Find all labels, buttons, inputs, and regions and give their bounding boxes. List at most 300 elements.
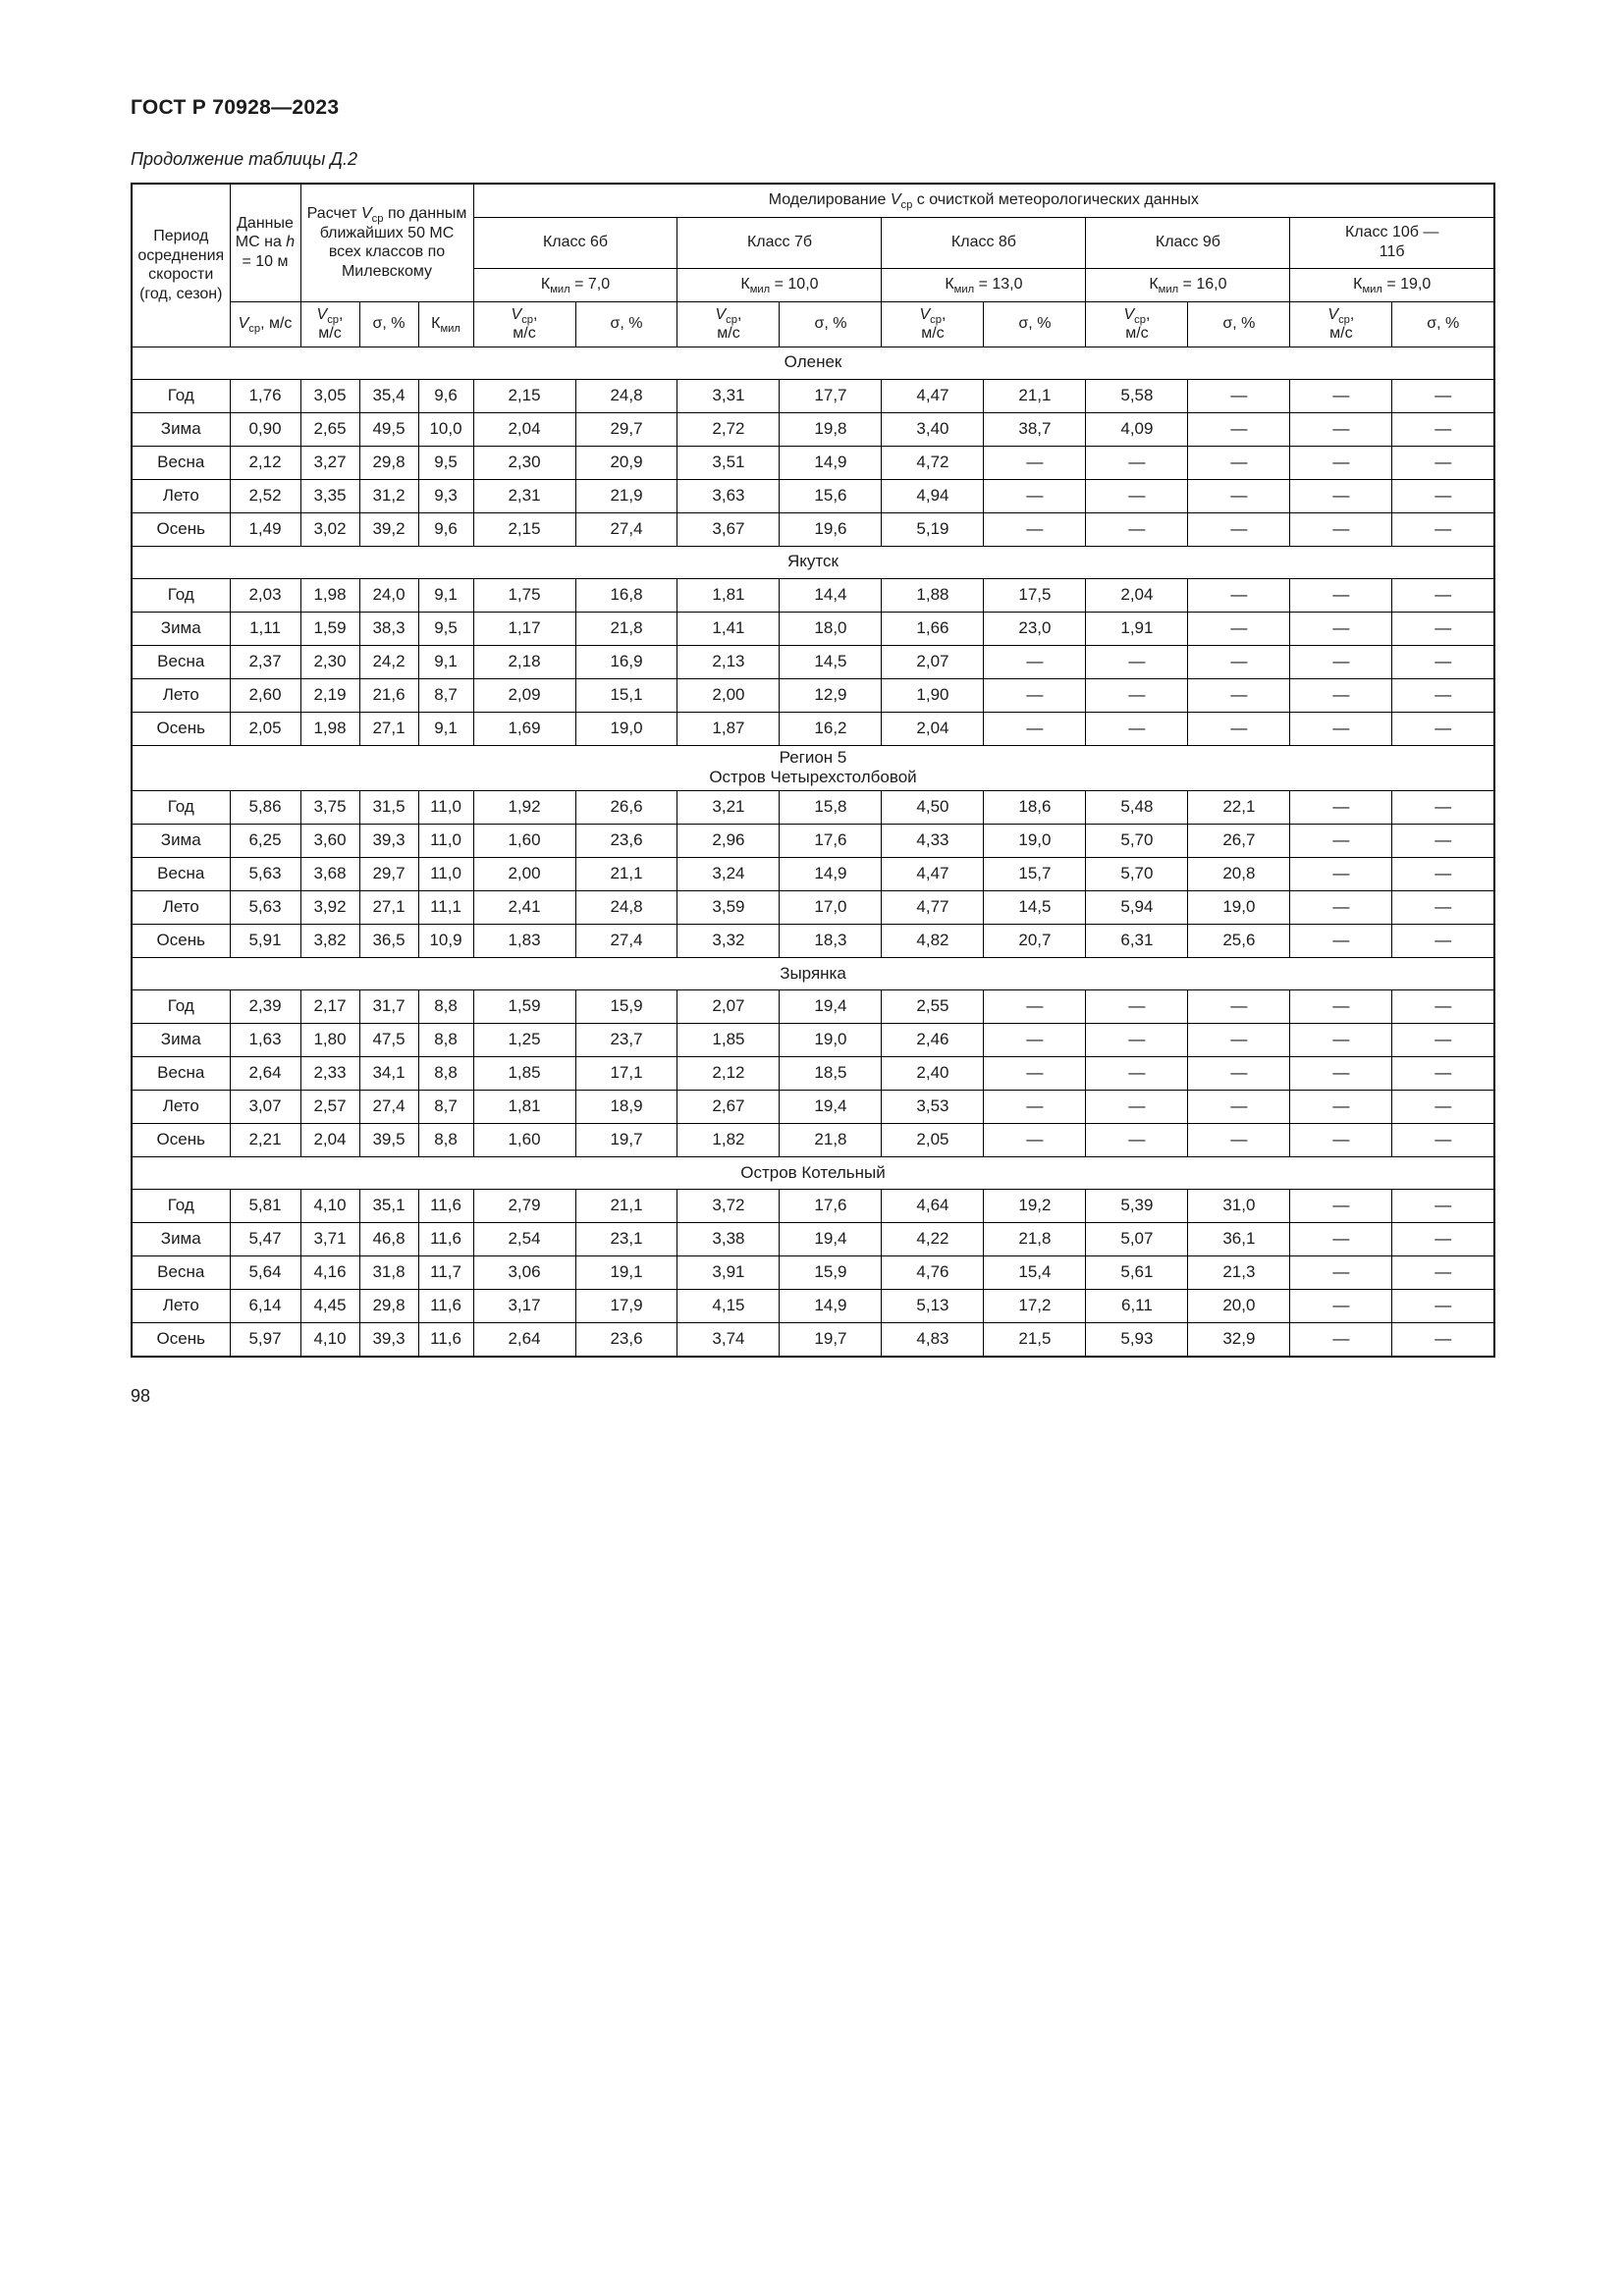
value-cell: 27,1 — [359, 891, 418, 925]
value-cell: 4,10 — [300, 1323, 359, 1357]
value-cell: 2,39 — [230, 990, 300, 1024]
period-cell: Год — [132, 578, 230, 612]
value-cell: 17,6 — [780, 1190, 882, 1223]
table-d2-wrap — [131, 183, 1495, 1358]
value-cell: 39,3 — [359, 825, 418, 858]
value-cell: 17,7 — [780, 379, 882, 412]
period-cell: Лето — [132, 1091, 230, 1124]
col-header-unit: $V_{ср}$, м/с — [230, 301, 300, 347]
value-cell: 1,88 — [882, 578, 984, 612]
period-cell: Зима — [132, 1024, 230, 1057]
value-cell: 18,5 — [780, 1057, 882, 1091]
value-cell: 39,2 — [359, 512, 418, 546]
value-cell: 19,7 — [575, 1124, 677, 1157]
period-cell: Зима — [132, 612, 230, 645]
value-cell: 2,07 — [882, 645, 984, 678]
table-row — [132, 1190, 1494, 1223]
value-cell: 46,8 — [359, 1223, 418, 1256]
section-title: Оленек — [132, 347, 1494, 379]
value-cell: 1,63 — [230, 1024, 300, 1057]
value-cell: 19,8 — [780, 412, 882, 446]
value-cell: 23,1 — [575, 1223, 677, 1256]
value-cell: 20,0 — [1188, 1290, 1290, 1323]
value-cell: 18,0 — [780, 612, 882, 645]
value-cell: 2,09 — [473, 678, 575, 712]
value-cell: 2,12 — [677, 1057, 780, 1091]
value-cell: — — [1392, 1290, 1494, 1323]
value-cell: 32,9 — [1188, 1323, 1290, 1357]
period-cell: Лето — [132, 678, 230, 712]
value-cell: 11,0 — [418, 791, 473, 825]
value-cell: — — [984, 1124, 1086, 1157]
value-cell: 4,47 — [882, 379, 984, 412]
value-cell: 25,6 — [1188, 925, 1290, 958]
value-cell: 9,1 — [418, 578, 473, 612]
value-cell: 3,31 — [677, 379, 780, 412]
value-cell: — — [1188, 712, 1290, 745]
value-cell: 4,64 — [882, 1190, 984, 1223]
value-cell: 27,4 — [575, 512, 677, 546]
value-cell: 2,00 — [473, 858, 575, 891]
period-cell: Год — [132, 791, 230, 825]
col-header-kmil-value: $К_{мил} = 10,0$ — [677, 268, 882, 301]
value-cell: 20,8 — [1188, 858, 1290, 891]
value-cell: 1,17 — [473, 612, 575, 645]
value-cell: 3,05 — [300, 379, 359, 412]
value-cell: 11,6 — [418, 1190, 473, 1223]
value-cell: — — [1188, 1024, 1290, 1057]
value-cell: 27,4 — [359, 1091, 418, 1124]
value-cell: 15,4 — [984, 1256, 1086, 1290]
col-header-unit: $V_{ср}$, м/с — [473, 301, 575, 347]
value-cell: 5,58 — [1086, 379, 1188, 412]
value-cell: — — [1290, 825, 1392, 858]
value-cell: 3,91 — [677, 1256, 780, 1290]
value-cell: 1,59 — [473, 990, 575, 1024]
table-row — [132, 858, 1494, 891]
value-cell: — — [1290, 645, 1392, 678]
value-cell: 9,6 — [418, 512, 473, 546]
value-cell: 1,59 — [300, 612, 359, 645]
value-cell: — — [1392, 858, 1494, 891]
value-cell: — — [1290, 379, 1392, 412]
value-cell: 1,98 — [300, 712, 359, 745]
value-cell: 36,5 — [359, 925, 418, 958]
value-cell: 5,94 — [1086, 891, 1188, 925]
value-cell: 38,7 — [984, 412, 1086, 446]
value-cell: 8,8 — [418, 1124, 473, 1157]
value-cell: — — [1290, 1091, 1392, 1124]
value-cell: 31,5 — [359, 791, 418, 825]
value-cell: 2,19 — [300, 678, 359, 712]
section-title-row — [132, 347, 1494, 379]
value-cell: 5,86 — [230, 791, 300, 825]
value-cell: — — [1188, 990, 1290, 1024]
value-cell: 1,75 — [473, 578, 575, 612]
value-cell: 6,31 — [1086, 925, 1188, 958]
value-cell: 11,7 — [418, 1256, 473, 1290]
value-cell: — — [1392, 791, 1494, 825]
value-cell: 6,14 — [230, 1290, 300, 1323]
value-cell: 1,60 — [473, 1124, 575, 1157]
value-cell: 4,33 — [882, 825, 984, 858]
value-cell: 2,04 — [1086, 578, 1188, 612]
value-cell: 2,31 — [473, 479, 575, 512]
value-cell: — — [1290, 412, 1392, 446]
value-cell: 24,0 — [359, 578, 418, 612]
value-cell: 2,54 — [473, 1223, 575, 1256]
value-cell: — — [1290, 1124, 1392, 1157]
table-row — [132, 1223, 1494, 1256]
col-header-unit: σ, % — [780, 301, 882, 347]
value-cell: 27,1 — [359, 712, 418, 745]
value-cell: 14,4 — [780, 578, 882, 612]
value-cell: 1,91 — [1086, 612, 1188, 645]
value-cell: 3,92 — [300, 891, 359, 925]
value-cell: 5,63 — [230, 858, 300, 891]
value-cell: — — [1290, 925, 1392, 958]
value-cell: 29,7 — [575, 412, 677, 446]
table-row — [132, 1323, 1494, 1357]
value-cell: 11,6 — [418, 1290, 473, 1323]
value-cell: — — [1290, 578, 1392, 612]
value-cell: — — [1392, 1190, 1494, 1223]
col-header-unit: σ, % — [1188, 301, 1290, 347]
value-cell: 35,4 — [359, 379, 418, 412]
value-cell: 4,76 — [882, 1256, 984, 1290]
value-cell: 5,48 — [1086, 791, 1188, 825]
value-cell: — — [1188, 1124, 1290, 1157]
value-cell: — — [984, 512, 1086, 546]
period-cell: Весна — [132, 446, 230, 479]
value-cell: 31,0 — [1188, 1190, 1290, 1223]
col-header-modeling: Моделирование $V_{ср}$ с очисткой метеорологических данных — [473, 184, 1494, 217]
value-cell: — — [984, 678, 1086, 712]
col-header-kmil-value: $К_{мил} = 7,0$ — [473, 268, 677, 301]
value-cell: 2,12 — [230, 446, 300, 479]
value-cell: 4,50 — [882, 791, 984, 825]
value-cell: 11,1 — [418, 891, 473, 925]
value-cell: 2,37 — [230, 645, 300, 678]
value-cell: 2,17 — [300, 990, 359, 1024]
value-cell: 19,0 — [575, 712, 677, 745]
value-cell: 5,91 — [230, 925, 300, 958]
value-cell: 3,38 — [677, 1223, 780, 1256]
col-header-class: Класс 7б — [677, 217, 882, 268]
value-cell: 3,24 — [677, 858, 780, 891]
value-cell: — — [1290, 1290, 1392, 1323]
value-cell: — — [1086, 1057, 1188, 1091]
value-cell: — — [1392, 578, 1494, 612]
value-cell: — — [1392, 925, 1494, 958]
value-cell: — — [1392, 1024, 1494, 1057]
value-cell: 23,6 — [575, 825, 677, 858]
value-cell: 15,7 — [984, 858, 1086, 891]
value-cell: — — [1188, 578, 1290, 612]
value-cell: 8,7 — [418, 678, 473, 712]
value-cell: 47,5 — [359, 1024, 418, 1057]
value-cell: 17,2 — [984, 1290, 1086, 1323]
value-cell: 3,02 — [300, 512, 359, 546]
value-cell: — — [1188, 645, 1290, 678]
table-row — [132, 612, 1494, 645]
value-cell: 0,90 — [230, 412, 300, 446]
value-cell: 12,9 — [780, 678, 882, 712]
value-cell: — — [1290, 512, 1392, 546]
table-body — [132, 347, 1494, 1356]
value-cell: — — [1188, 678, 1290, 712]
value-cell: 21,1 — [575, 858, 677, 891]
value-cell: 4,83 — [882, 1323, 984, 1357]
value-cell: 29,7 — [359, 858, 418, 891]
value-cell: 39,3 — [359, 1323, 418, 1357]
value-cell: — — [1290, 712, 1392, 745]
value-cell: 2,07 — [677, 990, 780, 1024]
value-cell: — — [1392, 825, 1494, 858]
section-title-row — [132, 546, 1494, 578]
value-cell: 29,8 — [359, 1290, 418, 1323]
value-cell: 2,21 — [230, 1124, 300, 1157]
value-cell: 2,46 — [882, 1024, 984, 1057]
value-cell: — — [1086, 678, 1188, 712]
value-cell: — — [1188, 1057, 1290, 1091]
value-cell: 19,0 — [984, 825, 1086, 858]
value-cell: 4,72 — [882, 446, 984, 479]
period-cell: Год — [132, 379, 230, 412]
value-cell: 2,05 — [230, 712, 300, 745]
value-cell: 1,92 — [473, 791, 575, 825]
col-header-class: Класс 8б — [882, 217, 1086, 268]
value-cell: 5,07 — [1086, 1223, 1188, 1256]
value-cell: — — [984, 479, 1086, 512]
value-cell: — — [1290, 858, 1392, 891]
value-cell: — — [1290, 1323, 1392, 1357]
period-cell: Осень — [132, 512, 230, 546]
section-title: Остров Котельный — [132, 1157, 1494, 1190]
value-cell: 5,97 — [230, 1323, 300, 1357]
period-cell: Весна — [132, 1057, 230, 1091]
value-cell: 11,0 — [418, 825, 473, 858]
value-cell: 35,1 — [359, 1190, 418, 1223]
value-cell: 2,04 — [300, 1124, 359, 1157]
period-cell: Осень — [132, 925, 230, 958]
value-cell: — — [1188, 379, 1290, 412]
value-cell: 2,04 — [473, 412, 575, 446]
period-cell: Осень — [132, 1124, 230, 1157]
value-cell: — — [984, 1057, 1086, 1091]
value-cell: 19,0 — [780, 1024, 882, 1057]
value-cell: — — [1392, 891, 1494, 925]
table-row — [132, 512, 1494, 546]
value-cell: 5,70 — [1086, 825, 1188, 858]
value-cell: — — [984, 990, 1086, 1024]
value-cell: 17,5 — [984, 578, 1086, 612]
value-cell: 24,8 — [575, 891, 677, 925]
value-cell: — — [1086, 446, 1188, 479]
value-cell: 21,8 — [984, 1223, 1086, 1256]
value-cell: 18,3 — [780, 925, 882, 958]
value-cell: 5,81 — [230, 1190, 300, 1223]
value-cell: 1,60 — [473, 825, 575, 858]
value-cell: — — [1392, 1223, 1494, 1256]
value-cell: 15,9 — [575, 990, 677, 1024]
value-cell: 21,8 — [575, 612, 677, 645]
table-row — [132, 925, 1494, 958]
value-cell: 3,71 — [300, 1223, 359, 1256]
value-cell: 27,4 — [575, 925, 677, 958]
value-cell: 20,9 — [575, 446, 677, 479]
table-row — [132, 446, 1494, 479]
value-cell: 1,49 — [230, 512, 300, 546]
value-cell: 36,1 — [1188, 1223, 1290, 1256]
value-cell: — — [984, 1091, 1086, 1124]
col-header-kmil-value: $К_{мил} = 13,0$ — [882, 268, 1086, 301]
period-cell: Зима — [132, 412, 230, 446]
value-cell: 15,1 — [575, 678, 677, 712]
value-cell: 9,1 — [418, 712, 473, 745]
table-row — [132, 578, 1494, 612]
period-cell: Весна — [132, 858, 230, 891]
value-cell: 10,0 — [418, 412, 473, 446]
value-cell: 3,06 — [473, 1256, 575, 1290]
col-header-unit: $V_{ср}$, м/с — [1290, 301, 1392, 347]
period-cell: Год — [132, 990, 230, 1024]
value-cell: 26,6 — [575, 791, 677, 825]
value-cell: 1,25 — [473, 1024, 575, 1057]
value-cell: — — [1392, 645, 1494, 678]
value-cell: 1,87 — [677, 712, 780, 745]
value-cell: 5,39 — [1086, 1190, 1188, 1223]
value-cell: 2,18 — [473, 645, 575, 678]
value-cell: 2,96 — [677, 825, 780, 858]
value-cell: 5,13 — [882, 1290, 984, 1323]
period-cell: Лето — [132, 891, 230, 925]
table-row — [132, 479, 1494, 512]
value-cell: 4,15 — [677, 1290, 780, 1323]
value-cell: 3,40 — [882, 412, 984, 446]
value-cell: 2,41 — [473, 891, 575, 925]
value-cell: 49,5 — [359, 412, 418, 446]
value-cell: 4,22 — [882, 1223, 984, 1256]
value-cell: 21,5 — [984, 1323, 1086, 1357]
value-cell: 14,9 — [780, 446, 882, 479]
value-cell: 2,72 — [677, 412, 780, 446]
value-cell: — — [984, 446, 1086, 479]
value-cell: 14,5 — [984, 891, 1086, 925]
table-caption: Продолжение таблицы Д.2 — [131, 149, 358, 169]
col-header-ms-data: Данные МС на h = 10 м — [230, 184, 300, 301]
col-header-unit: σ, % — [575, 301, 677, 347]
value-cell: 26,7 — [1188, 825, 1290, 858]
value-cell: — — [1290, 1024, 1392, 1057]
col-header-unit: σ, % — [359, 301, 418, 347]
value-cell: 1,66 — [882, 612, 984, 645]
value-cell: 3,74 — [677, 1323, 780, 1357]
value-cell: — — [1086, 1091, 1188, 1124]
value-cell: 2,64 — [230, 1057, 300, 1091]
col-header-unit: $V_{ср}$, м/с — [882, 301, 984, 347]
value-cell: — — [1290, 1223, 1392, 1256]
table-row — [132, 1057, 1494, 1091]
value-cell: 4,09 — [1086, 412, 1188, 446]
value-cell: 2,60 — [230, 678, 300, 712]
value-cell: 2,00 — [677, 678, 780, 712]
value-cell: 2,40 — [882, 1057, 984, 1091]
value-cell: — — [1392, 1091, 1494, 1124]
value-cell: 3,53 — [882, 1091, 984, 1124]
value-cell: — — [1086, 1124, 1188, 1157]
value-cell: 2,15 — [473, 512, 575, 546]
table-row — [132, 791, 1494, 825]
value-cell: 2,65 — [300, 412, 359, 446]
table-row — [132, 1124, 1494, 1157]
value-cell: 4,47 — [882, 858, 984, 891]
value-cell: — — [1188, 479, 1290, 512]
value-cell: 3,60 — [300, 825, 359, 858]
value-cell: — — [1290, 1190, 1392, 1223]
value-cell: 19,4 — [780, 990, 882, 1024]
value-cell: 9,6 — [418, 379, 473, 412]
table-row — [132, 1024, 1494, 1057]
value-cell: 2,30 — [300, 645, 359, 678]
page-number: 98 — [131, 1386, 151, 1406]
value-cell: 6,11 — [1086, 1290, 1188, 1323]
col-header-class: Класс 6б — [473, 217, 677, 268]
value-cell: 5,64 — [230, 1256, 300, 1290]
value-cell: 3,27 — [300, 446, 359, 479]
value-cell: 4,94 — [882, 479, 984, 512]
value-cell: 2,67 — [677, 1091, 780, 1124]
value-cell: 14,5 — [780, 645, 882, 678]
value-cell: 1,82 — [677, 1124, 780, 1157]
value-cell: 3,75 — [300, 791, 359, 825]
value-cell: 8,8 — [418, 1057, 473, 1091]
period-cell: Год — [132, 1190, 230, 1223]
col-header-kmil-value: $К_{мил} = 16,0$ — [1086, 268, 1290, 301]
col-header-unit: $V_{ср}$, м/с — [677, 301, 780, 347]
value-cell: 1,81 — [473, 1091, 575, 1124]
value-cell: 1,11 — [230, 612, 300, 645]
value-cell: — — [1086, 645, 1188, 678]
value-cell: 4,16 — [300, 1256, 359, 1290]
value-cell: 3,63 — [677, 479, 780, 512]
value-cell: 5,63 — [230, 891, 300, 925]
value-cell: 1,41 — [677, 612, 780, 645]
value-cell: 21,1 — [984, 379, 1086, 412]
table-row — [132, 990, 1494, 1024]
section-title: Якутск — [132, 546, 1494, 578]
value-cell: — — [1290, 612, 1392, 645]
value-cell: 38,3 — [359, 612, 418, 645]
value-cell: — — [1392, 1256, 1494, 1290]
value-cell: 16,2 — [780, 712, 882, 745]
table-row — [132, 678, 1494, 712]
value-cell: 4,10 — [300, 1190, 359, 1223]
value-cell: — — [1290, 1256, 1392, 1290]
value-cell: 5,61 — [1086, 1256, 1188, 1290]
value-cell: 2,64 — [473, 1323, 575, 1357]
value-cell: — — [1392, 1124, 1494, 1157]
value-cell: 24,8 — [575, 379, 677, 412]
period-cell: Весна — [132, 1256, 230, 1290]
value-cell: 39,5 — [359, 1124, 418, 1157]
value-cell: 1,69 — [473, 712, 575, 745]
value-cell: 21,6 — [359, 678, 418, 712]
value-cell: 5,47 — [230, 1223, 300, 1256]
value-cell: 19,6 — [780, 512, 882, 546]
value-cell: 10,9 — [418, 925, 473, 958]
col-header-class: Класс 10б — 11б — [1290, 217, 1494, 268]
